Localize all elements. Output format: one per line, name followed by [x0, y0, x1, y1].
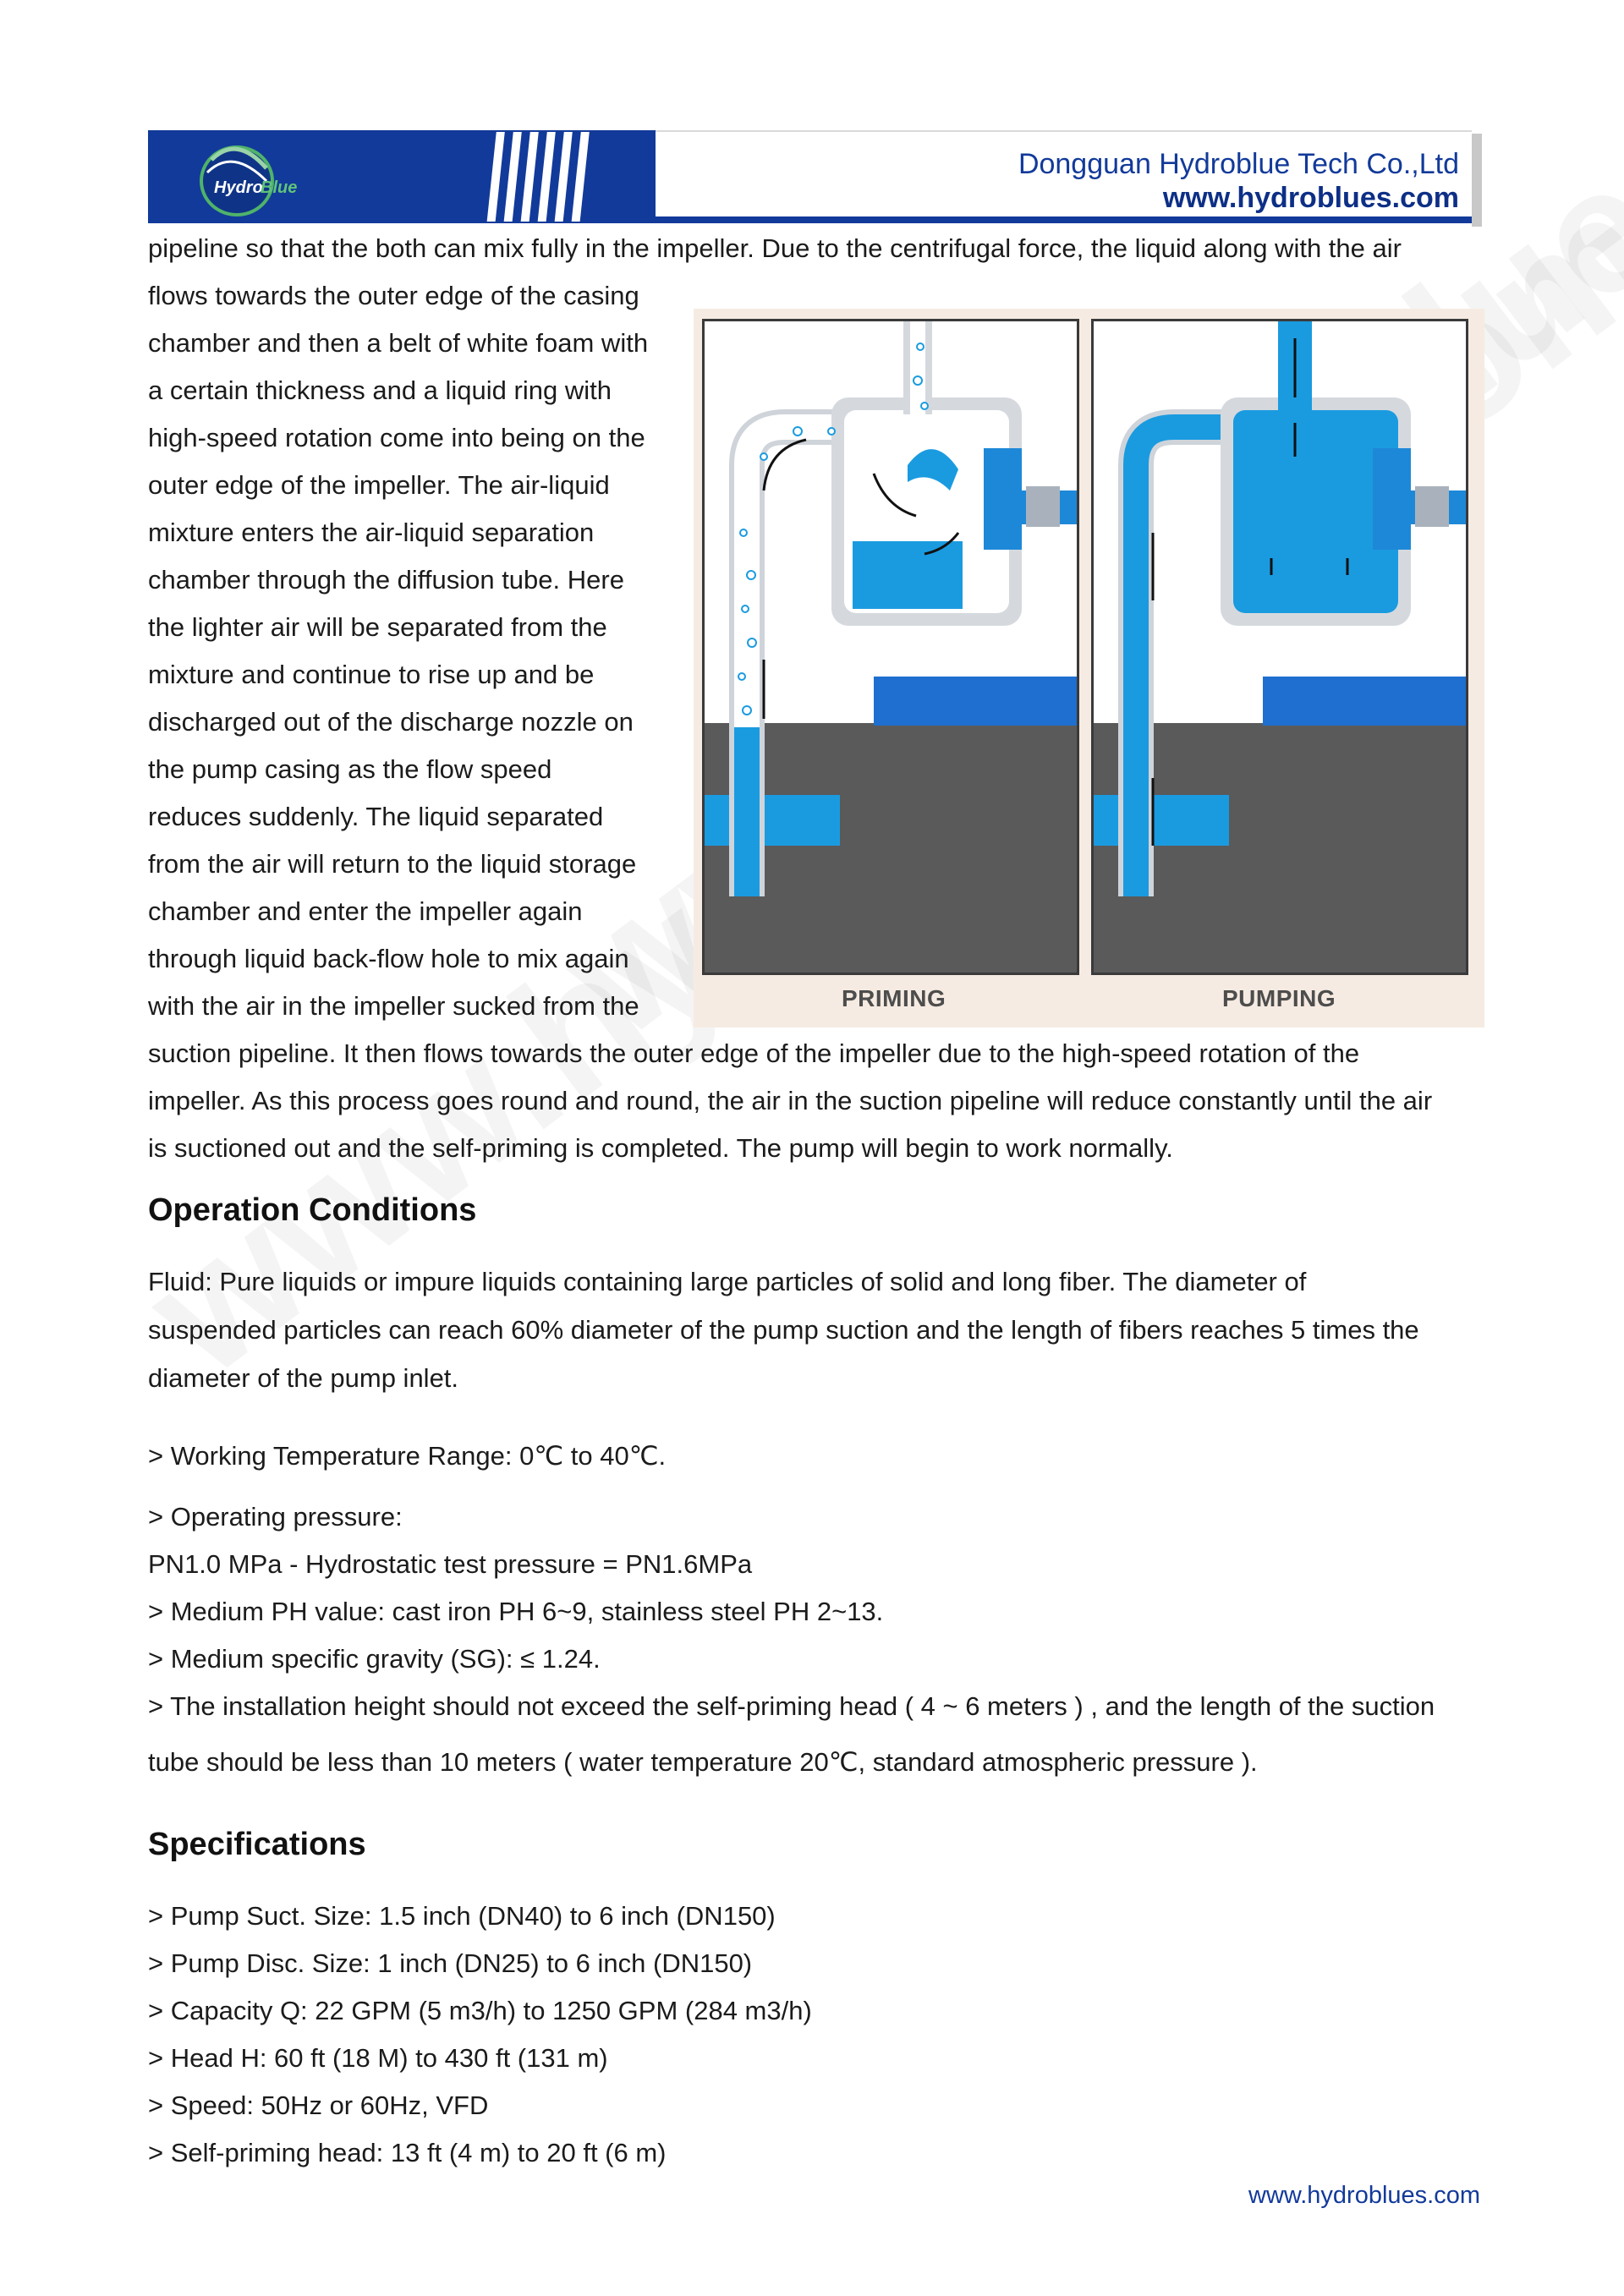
pump-diagram-figure [694, 309, 1484, 1027]
fluid-line: Fluid: Pure liquids or impure liquids containing large particles of solid and long fiber. The diameter of [148, 1267, 1307, 1296]
company-website: www.hydroblues.com [1162, 182, 1459, 214]
spec-item: > Head H: 60 ft (18 M) to 430 ft (131 m) [148, 2043, 608, 2073]
intro-bottom-line: impeller. As this process goes round and round, the air in the suction pipeline will reduce constantly until the air [148, 1086, 1433, 1115]
intro-wrapped-line: through liquid back-flow hole to mix again [148, 944, 629, 973]
intro-wrapped-line: outer edge of the impeller. The air-liquid [148, 470, 610, 500]
specifications-heading: Specifications [148, 1827, 366, 1862]
priming-diagram [705, 321, 1077, 973]
svg-text:Hydro: Hydro [214, 178, 263, 197]
intro-wrapped-line: discharged out of the discharge nozzle on [148, 707, 634, 737]
intro-wrapped-line: flows towards the outer edge of the casing [148, 281, 639, 310]
intro-line-top: pipeline so that the both can mix fully in the impeller. Due to the centrifugal force, the liquid along with the air [148, 233, 1402, 263]
priming-panel [702, 319, 1079, 975]
installation-height-1: > The installation height should not exceed the self-priming head ( 4 ~ 6 meters ) , and the length of the suction [148, 1691, 1435, 1721]
temperature-range: > Working Temperature Range: 0℃ to 40℃. [148, 1441, 667, 1471]
intro-wrapped-line: chamber through the diffusion tube. Here [148, 565, 624, 595]
page-header [148, 130, 1484, 225]
operating-pressure-value: PN1.0 MPa - Hydrostatic test pressure = PN1.6MPa [148, 1549, 753, 1579]
fluid-line: suspended particles can reach 60% diameter of the pump suction and the length of fibers reaches 5 times the [148, 1315, 1419, 1345]
intro-wrapped-line: with the air in the impeller sucked from the [148, 991, 639, 1021]
intro-wrapped-line: from the air will return to the liquid storage [148, 849, 637, 879]
company-block [1018, 147, 1459, 215]
medium-sg: > Medium specific gravity (SG): ≤ 1.24. [148, 1644, 601, 1674]
intro-wrapped-line: reduces suddenly. The liquid separated [148, 802, 604, 831]
intro-wrapped-line: high-speed rotation come into being on the [148, 423, 645, 452]
spec-item: > Pump Disc. Size: 1 inch (DN25) to 6 inch (DN150) [148, 1948, 753, 1978]
intro-wrapped-line: the lighter air will be separated from the [148, 612, 607, 642]
caption-pumping: PUMPING [1222, 985, 1336, 1011]
spec-item: > Capacity Q: 22 GPM (5 m3/h) to 1250 GPM (284 m3/h) [148, 1996, 812, 2025]
intro-wrapped-line: the pump casing as the flow speed [148, 754, 552, 784]
intro-wrapped-line: mixture and continue to rise up and be [148, 660, 595, 689]
intro-bottom-line: suction pipeline. It then flows towards the outer edge of the impeller due to the high-speed rotation of the [148, 1038, 1360, 1068]
fluid-line: diameter of the pump inlet. [148, 1363, 459, 1393]
installation-height-2: tube should be less than 10 meters ( water temperature 20℃, standard atmospheric pressure ). [148, 1747, 1258, 1777]
footer-website: www.hydroblues.com [1248, 2182, 1480, 2209]
intro-wrapped-line: mixture enters the air-liquid separation [148, 518, 595, 547]
operating-pressure-label: > Operating pressure: [148, 1502, 403, 1532]
intro-wrapped-line: chamber and then a belt of white foam with [148, 328, 649, 358]
operation-conditions-heading: Operation Conditions [148, 1192, 477, 1228]
spec-item: > Speed: 50Hz or 60Hz, VFD [148, 2091, 489, 2120]
header-brand-band [148, 130, 656, 223]
caption-priming: PRIMING [842, 985, 946, 1011]
spec-item: > Self-priming head: 13 ft (4 m) to 20 ft (6 m) [148, 2138, 667, 2167]
pumping-diagram [1094, 321, 1466, 973]
header-shadow [1472, 134, 1482, 227]
header-top-line [656, 130, 1472, 132]
header-rule [656, 216, 1472, 223]
spec-item: > Pump Suct. Size: 1.5 inch (DN40) to 6 inch (DN150) [148, 1901, 776, 1931]
intro-wrapped-line: chamber and enter the impeller again [148, 896, 583, 926]
intro-wrapped-line: a certain thickness and a liquid ring with [148, 375, 612, 405]
svg-text:Blue: Blue [261, 178, 298, 197]
company-name: Dongguan Hydroblue Tech Co.,Ltd [1018, 148, 1459, 180]
pumping-panel [1091, 319, 1468, 975]
medium-ph: > Medium PH value: cast iron PH 6~9, stainless steel PH 2~13. [148, 1597, 884, 1626]
logo [148, 130, 656, 223]
intro-bottom-line: is suctioned out and the self-priming is completed. The pump will begin to work normally. [148, 1133, 1173, 1163]
